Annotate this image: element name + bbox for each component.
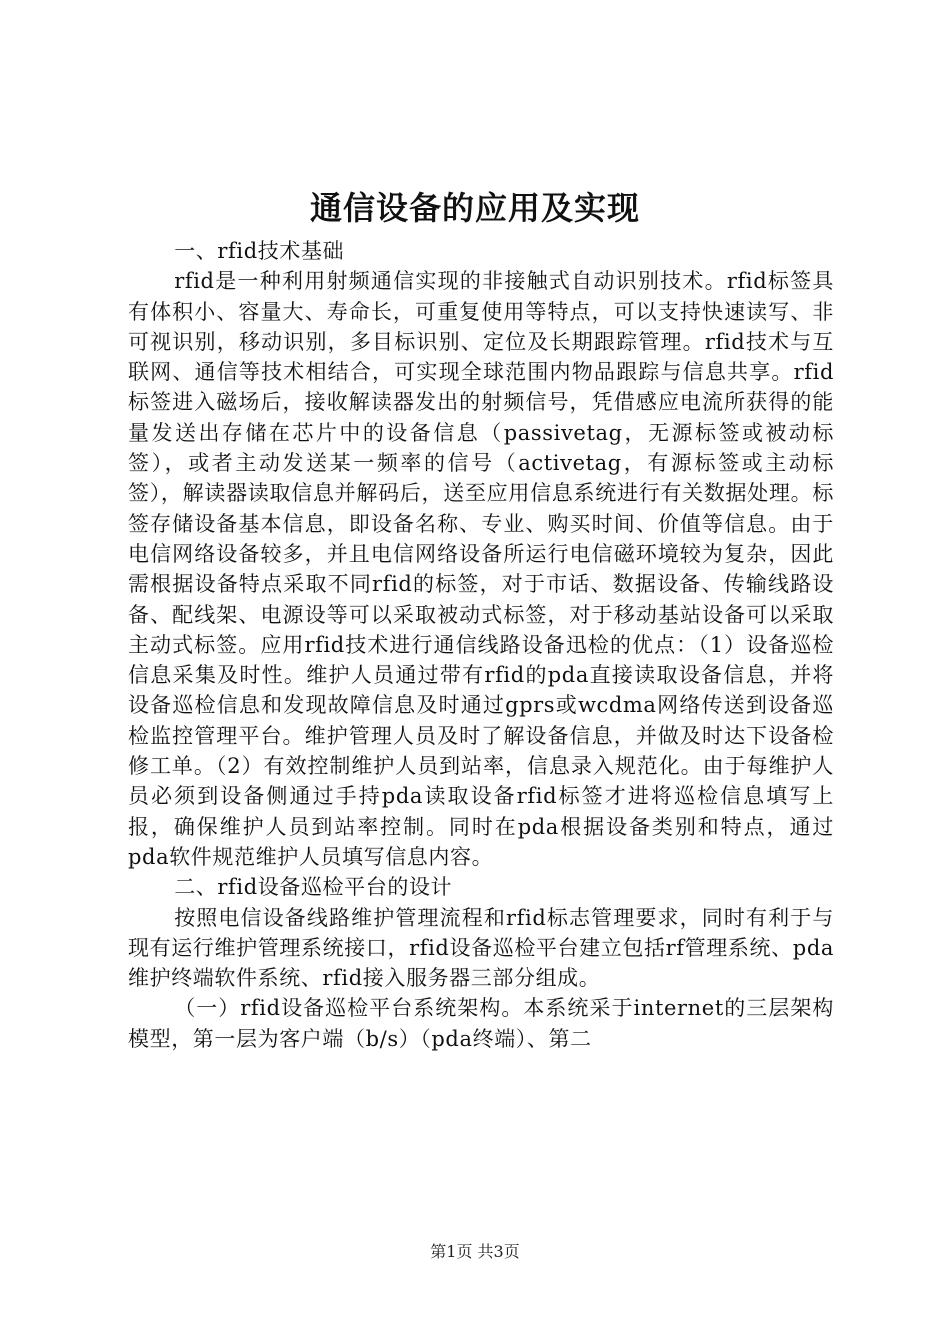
body-paragraph-3: （一）rfid设备巡检平台系统架构。本系统采于internet的三层架构模型，第一层为客户端（b/s）（pda终端）、第二 (128, 996, 834, 1051)
body-paragraph-1: rfid是一种利用射频通信实现的非接触式自动识别技术。rfid标签具有体积小、容量大、寿命长，可重复使用等特点，可以支持快速读写、非可视识别，移动识别，多目标识别、定位及长期跟踪管理。rfid技术与互联网、通信等技术相结合，可实现全球范围内物品跟踪与信息共享。rfid标签进入磁场后，接收解读器发出的射频信号，凭借感应电流所获得的能量发送出存储在芯片中的设备信息（passivetag，无源标签或被动标签），或者主动发送某一频率的信号（activetag，有源标签或主动标签），解读器读取信息并解码后，送至应用信息系统进行有关数据处理。标签存储设备基本信息，即设备名称、专业、购买时间、价值等信息。由于电信网络设备较多，并且电信网络设备所运行电信磁环境较为复杂，因此需根据设备特点采取不同rfid的标签，对于市话、数据设备、传输线路设备、配线架、电源设等可以采取被动式标签，对于移动基站设备可以采取主动式标签。应用rfid技术进行通信线路设备迅检的优点：（1）设备巡检信息采集及时性。维护人员通过带有rfid的pda直接读取设备信息，并将设备巡检信息和发现故障信息及时通过gprs或wcdma网络传送到设备巡检监控管理平台。维护管理人员及时了解设备信息，并做及时达下设备检修工单。（2）有效控制维护人员到站率，信息录入规范化。由于每维护人员必须到设备侧通过手持pda读取设备rfid标签才进将巡检信息填写上报，确保维护人员到站率控制。同时在pda根据设备类别和特点，通过pda软件规范维护人员填写信息内容。 (128, 269, 834, 869)
section-heading-1: 一、rfid技术基础 (174, 239, 345, 263)
body-paragraph-2: 按照电信设备线路维护管理流程和rfid标志管理要求，同时有利于与现有运行维护管理系统接口，rfid设备巡检平台建立包括rf管理系统、pda维护终端软件系统、rfid接入服务器三部分组成。 (128, 905, 834, 991)
document-body (128, 236, 834, 1054)
document-title: 通信设备的应用及实现 (309, 189, 640, 227)
section-heading-2: 二、rfid设备巡检平台的设计 (174, 875, 453, 900)
page-footer: 第1页 共3页 (430, 1242, 520, 1261)
